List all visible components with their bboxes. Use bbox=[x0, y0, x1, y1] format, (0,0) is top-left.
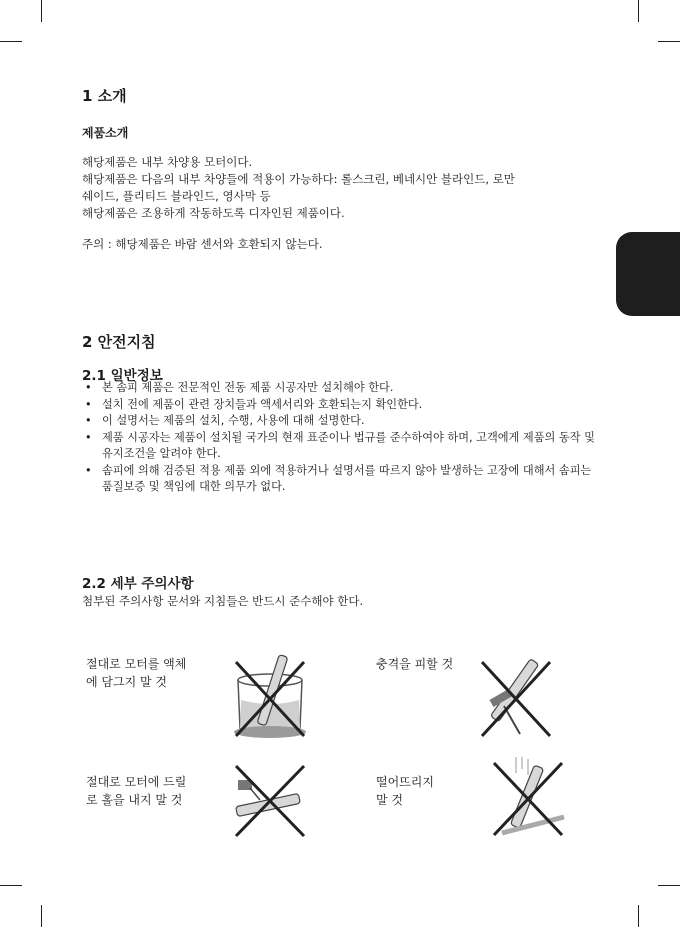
warning-text: 절대로 모터에 드릴 bbox=[86, 775, 187, 789]
warning-text: 충격을 피할 것 bbox=[376, 657, 454, 671]
detail-precautions-heading: 2.2 세부 주의사항 bbox=[82, 576, 194, 592]
product-intro-heading: 제품소개 bbox=[82, 126, 129, 140]
warning-no-drilling bbox=[86, 773, 186, 809]
warning-text: 로 홀을 내지 말 것 bbox=[86, 793, 183, 807]
list-item: • 본 솜피 제품은 전문적인 전동 제품 시공자만 설치해야 한다. bbox=[82, 380, 602, 397]
section-2-heading: 2 안전지침 bbox=[82, 333, 156, 351]
section-1-heading: 1 소개 bbox=[82, 87, 127, 105]
warning-text: 절대로 모터를 액체 bbox=[86, 657, 187, 671]
crop-mark bbox=[638, 0, 639, 22]
product-intro-text bbox=[82, 154, 602, 222]
list-item: • 설치 전에 제품이 관련 장치들과 액세서리와 호환되는지 확인한다. bbox=[82, 397, 602, 414]
warning-text: 에 담그지 말 것 bbox=[86, 675, 167, 689]
crop-mark bbox=[658, 41, 680, 42]
intro-line: 해당제품은 내부 차양용 모터이다. bbox=[82, 155, 253, 169]
warning-no-liquid bbox=[86, 655, 186, 691]
language-side-tab bbox=[616, 232, 680, 316]
intro-line: 해당제품은 조용하게 작동하도록 디자인된 제품이다. bbox=[82, 206, 345, 220]
crop-mark bbox=[41, 905, 42, 927]
crop-mark bbox=[0, 41, 22, 42]
crop-mark bbox=[0, 885, 22, 886]
warning-no-dropping bbox=[376, 773, 434, 809]
crop-mark bbox=[658, 885, 680, 886]
motor-in-liquid-icon bbox=[230, 650, 310, 740]
list-item: • 이 설명서는 제품의 설치, 수행, 사용에 대해 설명한다. bbox=[82, 413, 602, 430]
crop-mark bbox=[638, 905, 639, 927]
drop-motor-icon bbox=[488, 755, 568, 840]
drill-motor-icon bbox=[230, 760, 310, 840]
list-item: • 제품 시공자는 제품이 설치될 국가의 현재 표준이나 법규를 준수하여야 하며, 고객에게 제품의 동작 및 유지조건을 알려야 한다. bbox=[82, 430, 602, 463]
intro-line: 해당제품은 다음의 내부 차양들에 적용이 가능하다: 롤스크린, 베네시안 블라인드, 로만 bbox=[82, 172, 515, 186]
detail-precautions-intro: 첨부된 주의사항 문서와 지침들은 반드시 준수해야 한다. bbox=[82, 594, 364, 608]
warning-text: 떨어뜨리지 bbox=[376, 775, 434, 789]
warning-text: 말 것 bbox=[376, 793, 403, 807]
hammer-impact-icon bbox=[476, 650, 556, 740]
crop-mark bbox=[41, 0, 42, 22]
general-info-list bbox=[82, 380, 602, 496]
warning-avoid-impact bbox=[376, 655, 453, 673]
list-item: • 솜피에 의해 검증된 적용 제품 외에 적용하거나 설명서를 따르지 않아 발생하는 고장에 대해서 솜피는 품질보증 및 책임에 대한 의무가 없다. bbox=[82, 463, 602, 496]
wind-sensor-note: 주의 : 해당제품은 바람 센서와 호환되지 않는다. bbox=[82, 237, 323, 251]
general-info-heading: 2.1 일반정보 bbox=[82, 368, 163, 384]
intro-line: 쉐이드, 플리티드 블라인드, 영사막 등 bbox=[82, 189, 271, 203]
